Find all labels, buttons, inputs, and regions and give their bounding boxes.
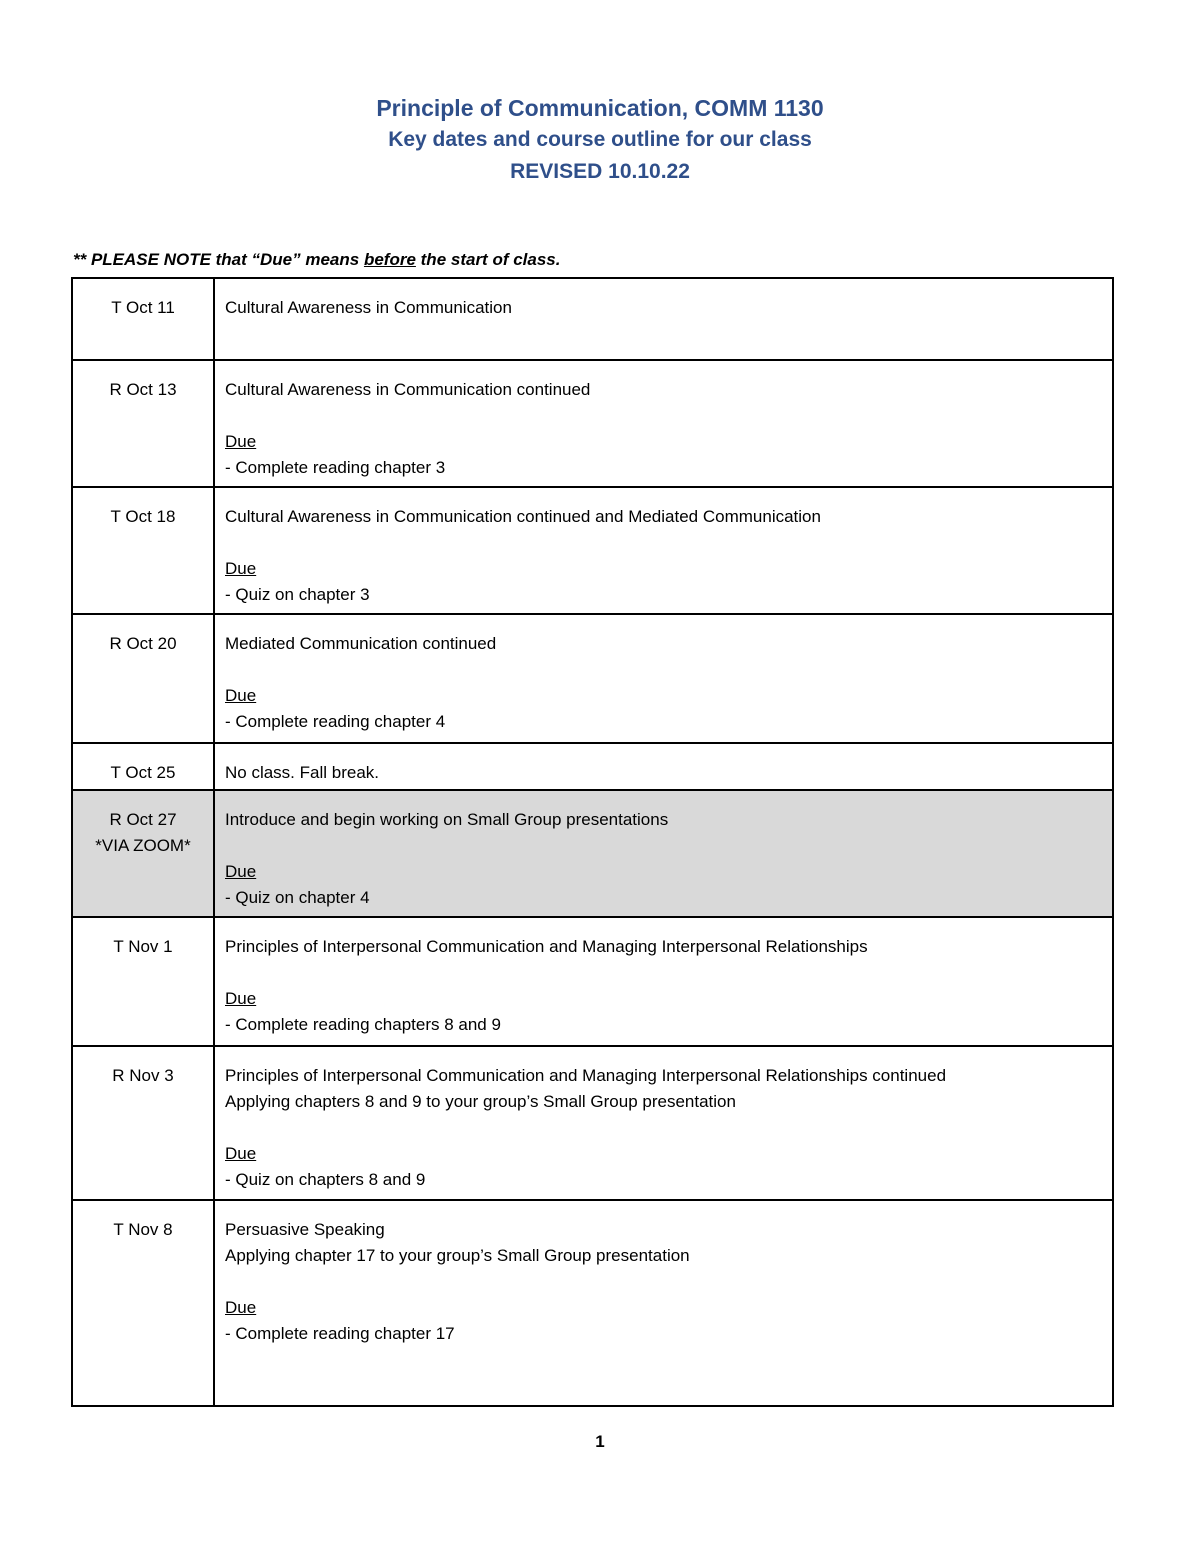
row-date — [72, 917, 214, 1046]
due-item: - Complete reading chapter 4 — [225, 712, 446, 731]
due-item: - Quiz on chapter 3 — [225, 585, 370, 604]
topic-line: Introduce and begin working on Small Group presentations — [225, 810, 669, 829]
row-description — [214, 790, 1113, 917]
due-note-emphasis: before — [363, 250, 416, 269]
row-description — [214, 917, 1113, 1046]
date-text: R Nov 3 — [112, 1066, 174, 1085]
due-label: Due — [225, 862, 257, 881]
date-note: *VIA ZOOM* — [95, 836, 191, 855]
course-subtitle: Key dates and course outline for our class — [388, 128, 812, 151]
date-text: T Oct 25 — [110, 763, 176, 782]
topic-line: Persuasive Speaking — [225, 1220, 385, 1239]
topic-line: Applying chapters 8 and 9 to your group’s Small Group presentation — [225, 1092, 736, 1111]
due-item: - Complete reading chapter 17 — [225, 1324, 455, 1343]
due-label: Due — [225, 1298, 257, 1317]
date-text: R Oct 20 — [109, 634, 177, 653]
due-label: Due — [225, 686, 257, 705]
row-description — [214, 1200, 1113, 1406]
page-number: 1 — [595, 1432, 605, 1451]
course-outline-table — [71, 277, 1114, 1407]
document-header — [0, 92, 1200, 188]
row-date — [72, 614, 214, 743]
table-row — [72, 790, 1113, 917]
table-row — [72, 1200, 1113, 1406]
due-item: - Quiz on chapter 4 — [225, 888, 370, 907]
row-description — [214, 360, 1113, 487]
course-title: Principle of Communication, COMM 1130 — [376, 95, 824, 121]
row-description — [214, 614, 1113, 743]
topic-line: Cultural Awareness in Communication continued and Mediated Communication — [225, 507, 821, 526]
date-text: R Oct 27 — [109, 810, 177, 829]
table-row — [72, 278, 1113, 360]
table-row — [72, 614, 1113, 743]
row-date — [72, 743, 214, 790]
due-note — [73, 250, 560, 270]
row-date — [72, 360, 214, 487]
due-label: Due — [225, 989, 257, 1008]
table-row — [72, 487, 1113, 614]
topic-line: No class. Fall break. — [225, 763, 379, 782]
due-item: - Complete reading chapters 8 and 9 — [225, 1015, 501, 1034]
due-note-prefix: ** PLEASE NOTE that “Due” means — [73, 250, 364, 269]
topic-line: Principles of Interpersonal Communication and Managing Interpersonal Relationships — [225, 937, 868, 956]
table-row — [72, 917, 1113, 1046]
row-date — [72, 487, 214, 614]
row-date — [72, 1200, 214, 1406]
topic-line: Cultural Awareness in Communication continued — [225, 380, 591, 399]
date-text: T Nov 1 — [113, 937, 173, 956]
row-date — [72, 278, 214, 360]
topic-line: Applying chapter 17 to your group’s Small Group presentation — [225, 1246, 690, 1265]
date-text: T Oct 18 — [110, 507, 176, 526]
table-row — [72, 743, 1113, 790]
row-description — [214, 1046, 1113, 1200]
row-description — [214, 278, 1113, 360]
revised-date: REVISED 10.10.22 — [510, 160, 690, 183]
topic-line: Mediated Communication continued — [225, 634, 497, 653]
date-text: T Nov 8 — [113, 1220, 173, 1239]
due-label: Due — [225, 432, 257, 451]
topic-line: Principles of Interpersonal Communication and Managing Interpersonal Relationships continued — [225, 1066, 947, 1085]
due-note-suffix: the start of class. — [415, 250, 561, 269]
due-item: - Quiz on chapters 8 and 9 — [225, 1170, 426, 1189]
row-description — [214, 487, 1113, 614]
row-date — [72, 1046, 214, 1200]
topic-line: Cultural Awareness in Communication — [225, 298, 512, 317]
date-text: T Oct 11 — [111, 298, 175, 317]
table-row — [72, 360, 1113, 487]
table-row — [72, 1046, 1113, 1200]
due-item: - Complete reading chapter 3 — [225, 458, 446, 477]
due-label: Due — [225, 1144, 257, 1163]
due-label: Due — [225, 559, 257, 578]
date-text: R Oct 13 — [109, 380, 177, 399]
row-description — [214, 743, 1113, 790]
row-date — [72, 790, 214, 917]
